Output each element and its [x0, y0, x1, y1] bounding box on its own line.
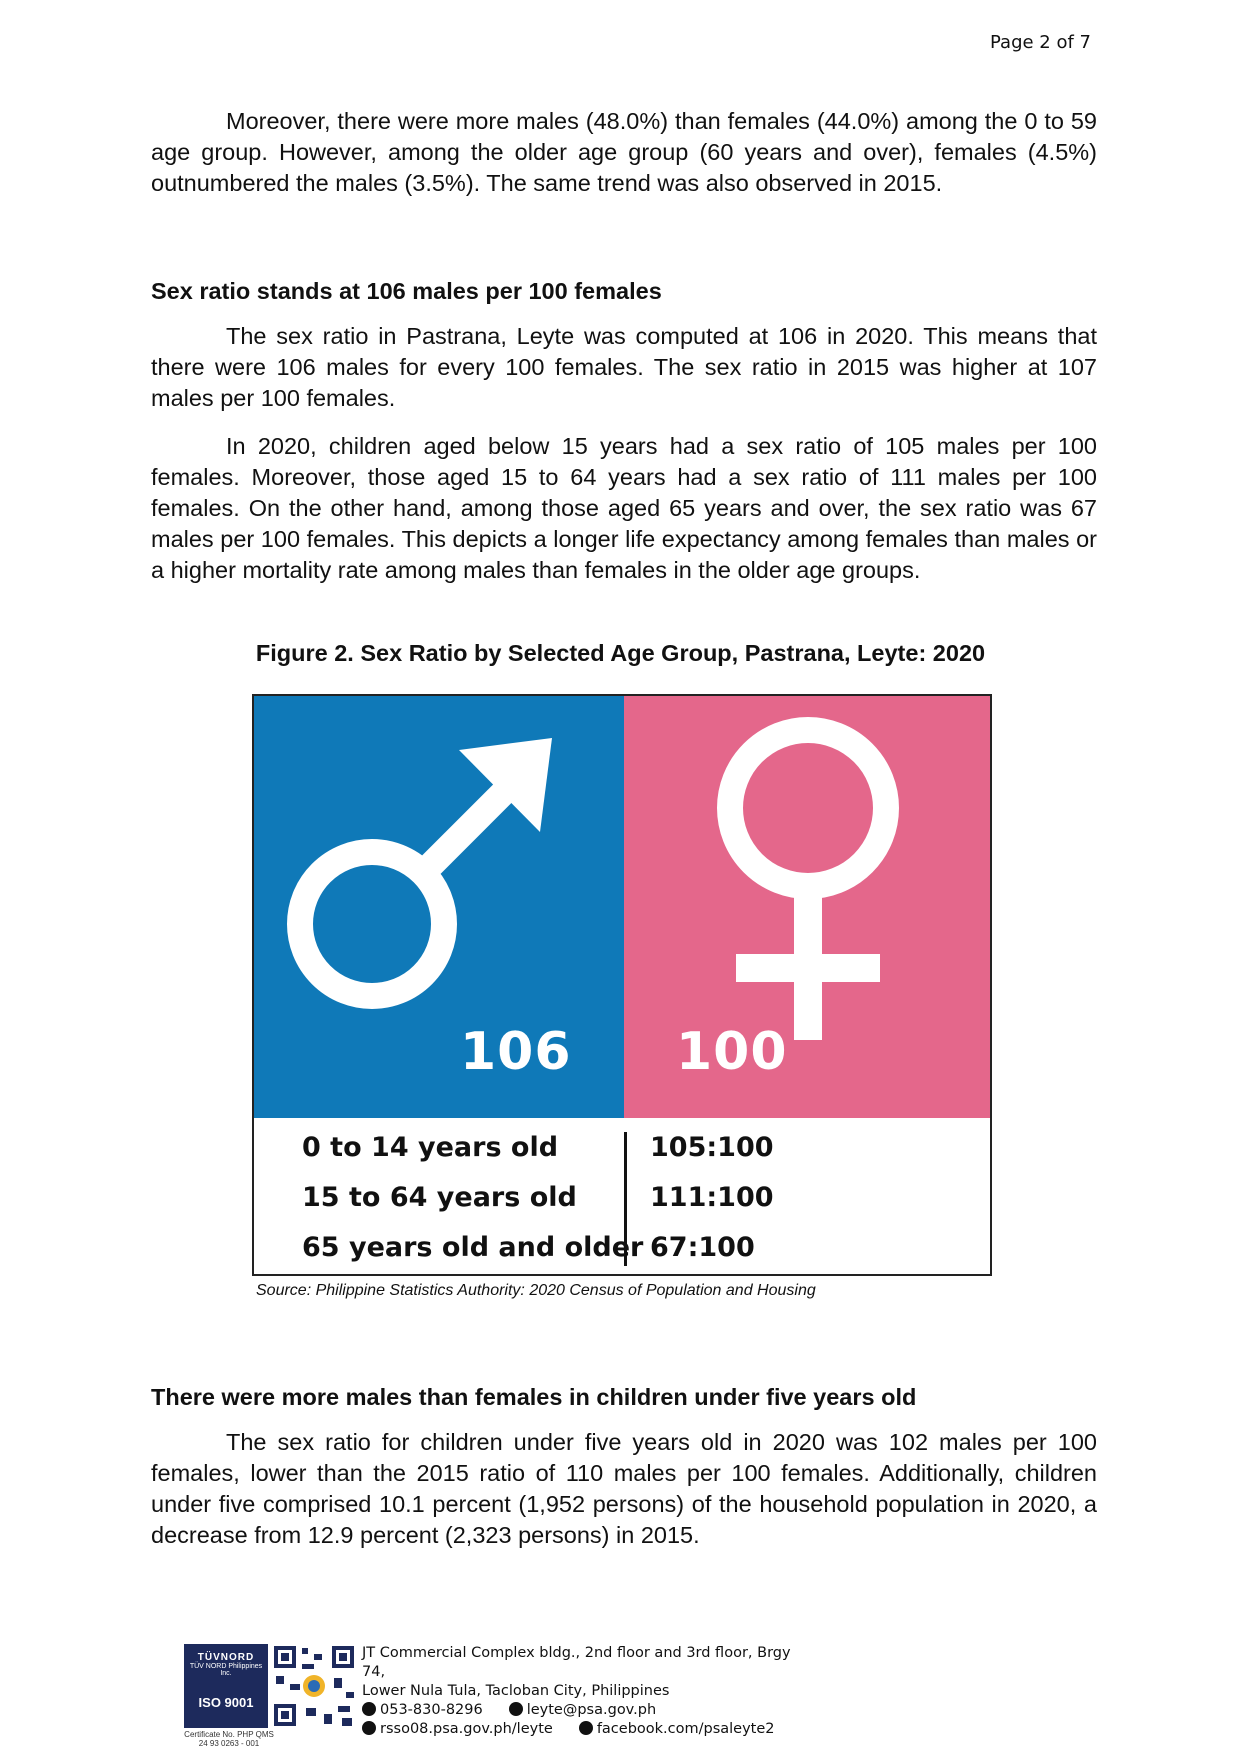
- age-group-label: 65 years old and older: [302, 1232, 644, 1263]
- website-item: [362, 1720, 553, 1739]
- paragraph-sex-ratio-age: [151, 431, 1097, 586]
- address-line2: Lower Nula Tula, Tacloban City, Philippines: [362, 1683, 670, 1699]
- paragraph-sex-ratio: [151, 321, 1097, 414]
- male-ratio-value: 106: [460, 1022, 572, 1082]
- paragraph-text: The sex ratio in Pastrana, Leyte was computed at 106 in 2020. This means that there were 106 males for every 100 females. The sex ratio in 2015 was higher at 107 males per 100 females.: [151, 323, 1097, 411]
- female-ratio-value: 100: [676, 1022, 788, 1082]
- paragraph-children: [151, 1427, 1097, 1551]
- email-item: [509, 1701, 656, 1720]
- age-group-label: 15 to 64 years old: [302, 1182, 577, 1213]
- facebook-icon: [579, 1721, 593, 1735]
- figure-title: Figure 2. Sex Ratio by Selected Age Group, Pastrana, Leyte: 2020: [255, 640, 986, 666]
- qr-code-icon: [272, 1644, 356, 1728]
- ratio-value: 105:100: [650, 1132, 774, 1163]
- facebook-item: [579, 1720, 775, 1739]
- female-panel: [624, 696, 992, 1118]
- iso-certification-badge: [184, 1644, 268, 1728]
- contact-row: [362, 1701, 814, 1720]
- section-heading-children: There were more males than females in children under five years old: [151, 1384, 917, 1410]
- globe-icon: [362, 1721, 376, 1735]
- cert-brand: TÜVNORD: [197, 1652, 255, 1663]
- sex-ratio-infographic: [252, 694, 992, 1276]
- paragraph-text: Moreover, there were more males (48.0%) than females (44.0%) among the 0 to 59 age group. However, among the older age group (60 years and over), females (4.5%) outnumbered the males (3.5%). The same trend was also observed in 2015.: [151, 108, 1097, 196]
- male-panel: [254, 696, 624, 1118]
- section-heading-sex-ratio: Sex ratio stands at 106 males per 100 females: [151, 278, 662, 304]
- contact-row: [362, 1720, 814, 1739]
- phone-number: 053-830-8296: [380, 1702, 483, 1718]
- phone-item: [362, 1701, 483, 1720]
- paragraph-text: In 2020, children aged below 15 years had a sex ratio of 105 males per 100 females. Moreover, those aged 15 to 64 years had a sex ratio of 111 males per 100 females. On the other hand, among those aged 65 years and over, the sex ratio was 67 males per 100 females. This depicts a longer life expectancy among females than males or a higher mortality rate among males than females in the older age groups.: [151, 433, 1097, 583]
- iso-label: ISO 9001: [198, 1695, 254, 1710]
- ratio-value: 111:100: [650, 1182, 774, 1213]
- facebook-url: facebook.com/psaleyte2: [596, 1721, 775, 1737]
- ratio-value: 67:100: [650, 1232, 755, 1263]
- age-group-label: 0 to 14 years old: [302, 1132, 559, 1163]
- footer: [184, 1644, 814, 1748]
- certificate-number: Certificate No. PHP QMS 24 93 0263 - 001: [184, 1730, 274, 1748]
- ratio-table: [254, 1118, 992, 1276]
- website-url: rsso08.psa.gov.ph/leyte: [380, 1721, 553, 1737]
- phone-icon: [362, 1702, 376, 1716]
- paragraph-age-groups: [151, 106, 1097, 199]
- figure-source: Source: Philippine Statistics Authority: 2020 Census of Population and Housing: [256, 1282, 816, 1299]
- page-number: Page 2 of 7: [990, 32, 1091, 53]
- address-line1: JT Commercial Complex bldg., 2nd floor and 3rd floor, Brgy 74,: [362, 1645, 791, 1680]
- contact-info: [362, 1644, 814, 1739]
- email-address: leyte@psa.gov.ph: [526, 1702, 657, 1718]
- cert-company: TÜV NORD Philippines Inc.: [189, 1663, 263, 1677]
- email-icon: [509, 1702, 523, 1716]
- paragraph-text: The sex ratio for children under five years old in 2020 was 102 males per 100 females, lower than the 2015 ratio of 110 males per 100 females. Additionally, children under five comprised 10.1 percent (1,952 persons) of the household population in 2020, a decrease from 12.9 percent (2,323 persons) in 2015.: [151, 1429, 1097, 1548]
